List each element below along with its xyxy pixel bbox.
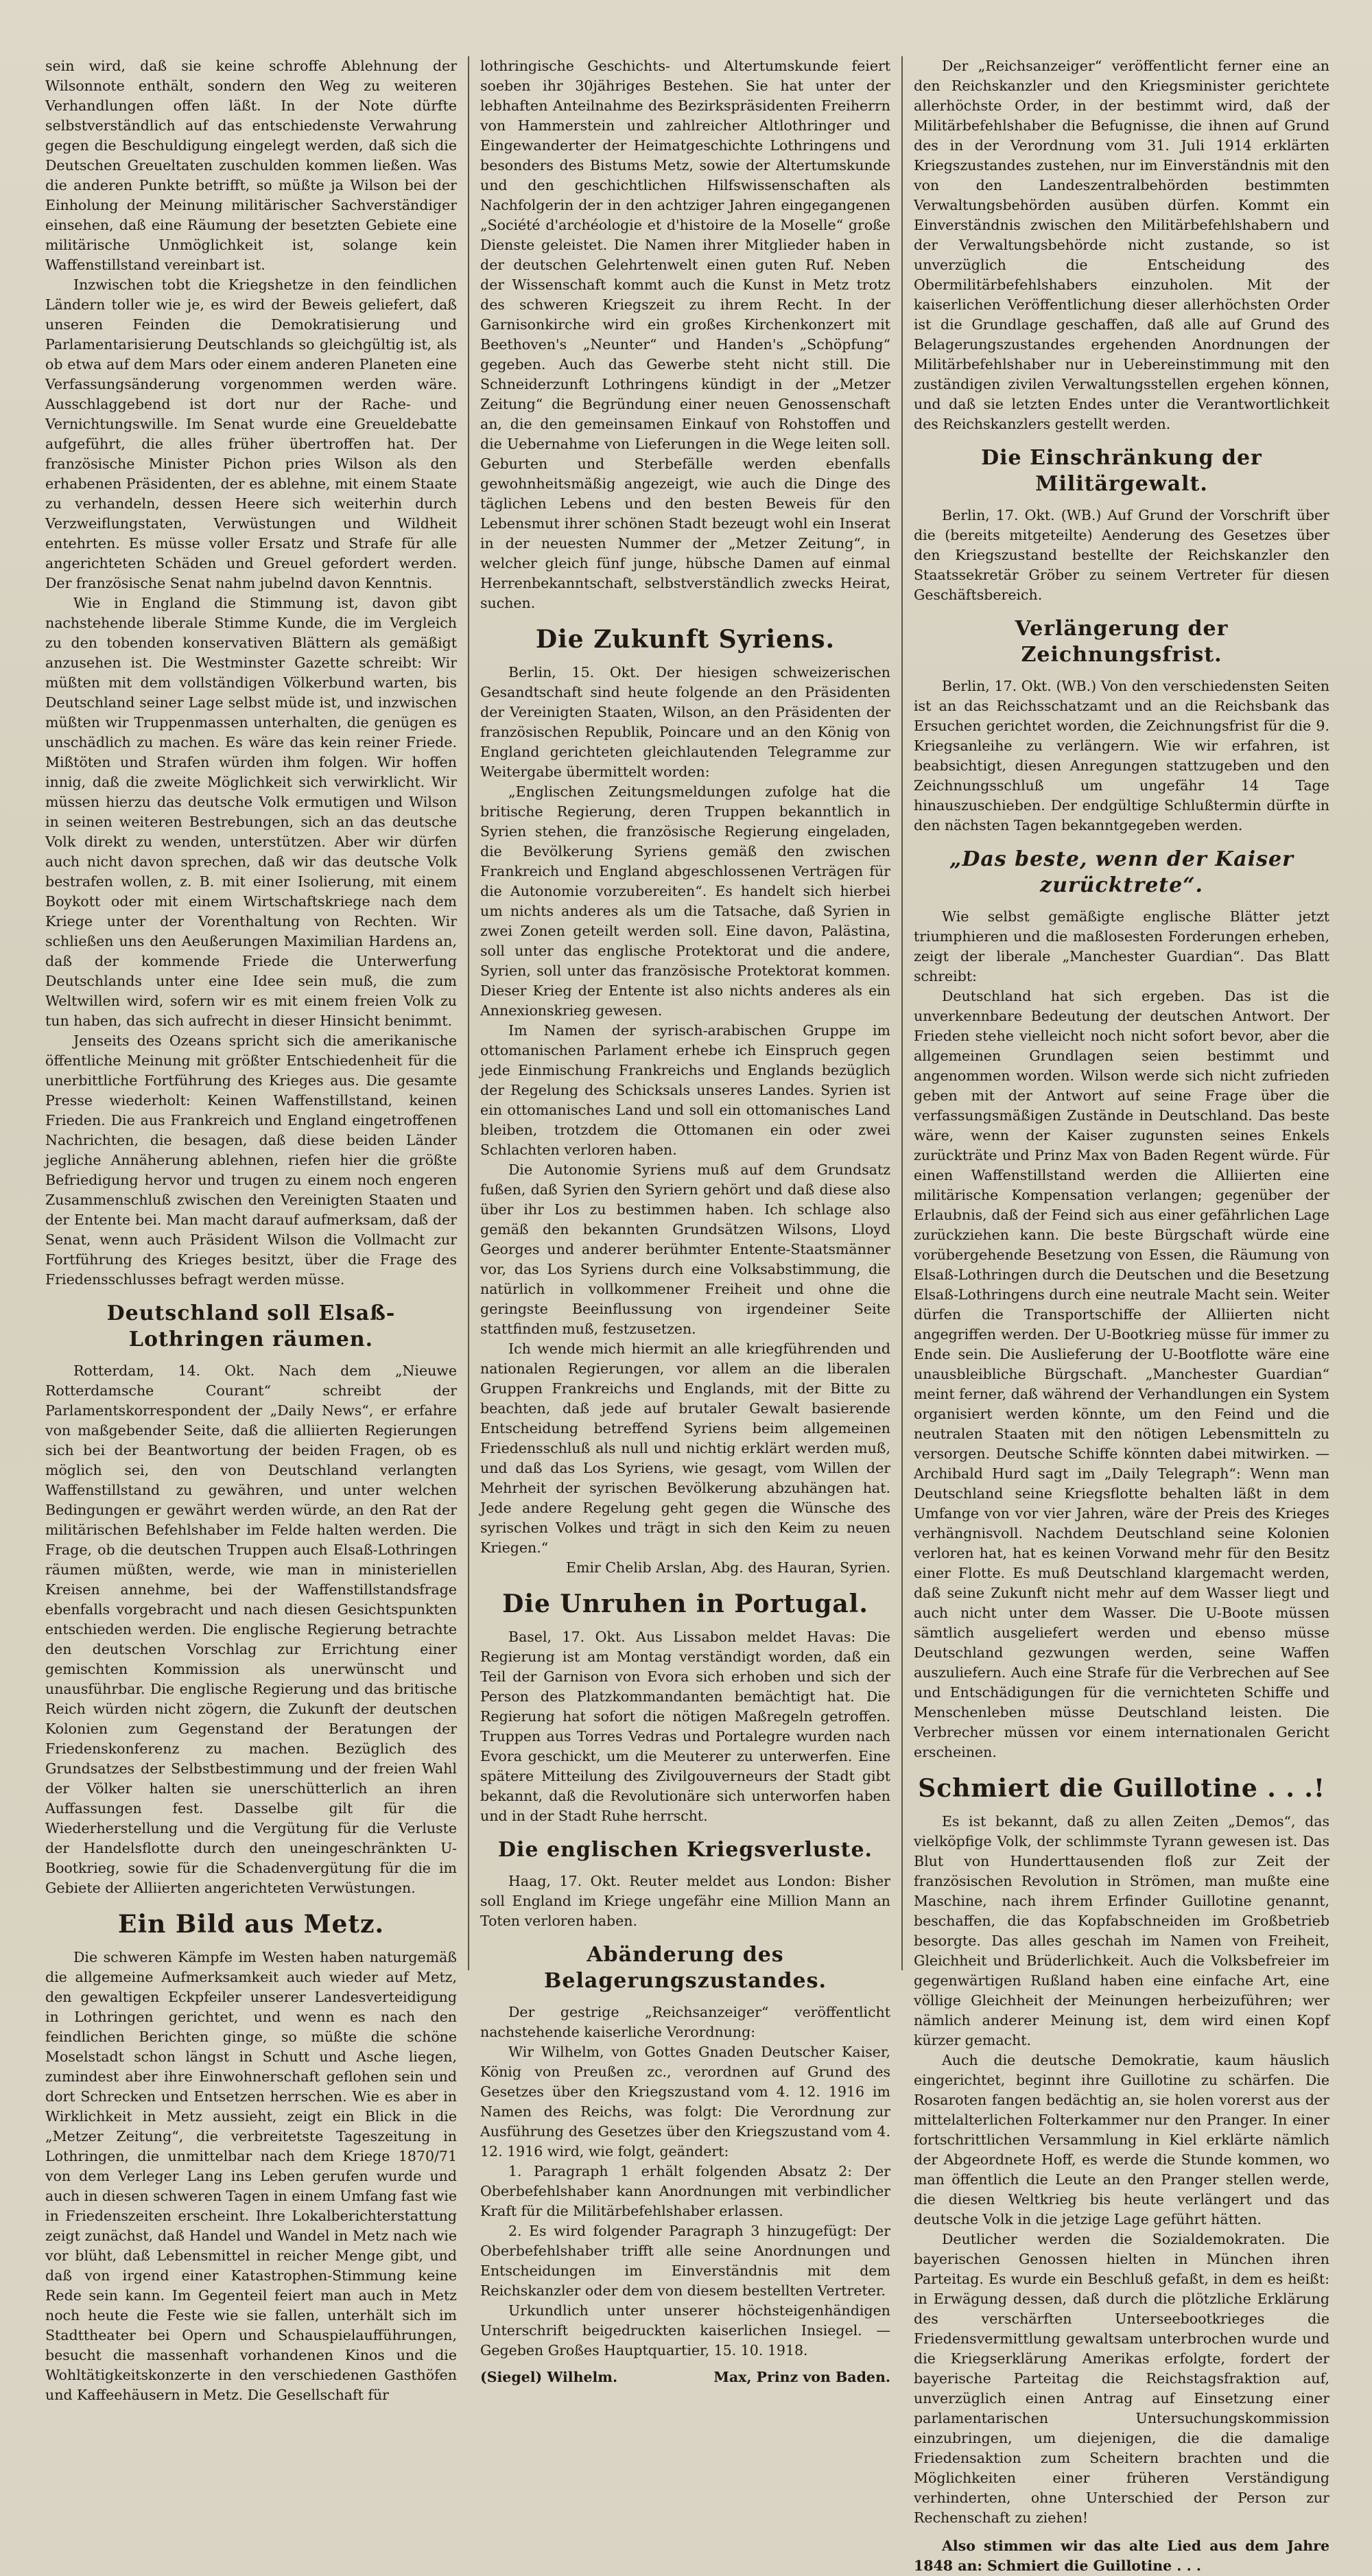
article-text: Auch die deutsche Demokratie, kaum häuslich eingerichtet, beginnt ihre Guillotine zu schärfen. Die Rosaroten fangen bedächtig an, sie holen vorerst aus der mittelalterlichen Folterkammer nur den Pranger. In einer fortschrittlichen Versammlung in Kiel erklärte nämlich der Abgeordnete Hoff, es werde die Stunde kommen, wo man öffentlich die Leute an den Pranger stellen werde, die diesen Weltkrieg bis heute verlängert und das deutsche Volk in die jetzige Lage geführt hätten. [914, 2052, 1329, 2228]
headline-subscription: Verlängerung der Zeichnungsfrist. [1015, 617, 1229, 667]
article-text: Haag, 17. Okt. Reuter meldet aus London: Bisher soll England im Kriege ungefähr eine Million Mann an Toten verloren haben. [480, 1873, 890, 1929]
article-closing: Also stimmen wir das alte Lied aus dem Jahre 1848 an: Schmiert die Guillotine . . . [914, 2538, 1329, 2574]
headline-state-of-siege: Abänderung des Belagerungszustandes. [544, 1943, 827, 1993]
column-rule [468, 56, 469, 1970]
signature-chancellor: Max, Prinz von Baden. [713, 2369, 890, 2385]
article-text: lothringische Geschichts- und Altertumskunde feiert soeben ihr 30jähriges Bestehen. Sie hat unter der lebhaften Anteilnahme des Bezirkspräsidenten Freiherrn von Hammerstein und zahlreicher Altlothringer und Eingewanderter der Heimatgeschichte Lothringens und besonders des Bistums Metz, sowie der Altertumskunde und den geschichtlichen Hilfswissenschaften als Nachfolgerin der in den achtziger Jahren eingegangenen „Société d'archéologie et d'histoire de la Moselle“ große Dienste geleistet. Die Namen ihrer Mitglieder haben in der deutschen Gelehrtenwelt einen guten Ruf. Neben der Wissenschaft kommt auch die Kunst in Metz trotz des schweren Kriegszeit zu ihrem Recht. In der Garnisonkirche wird ein großes Kirchenkonzert mit Beethoven's „Neunter“ und Handen's „Schöpfung“ gegeben. Auch das Gewerbe steht nicht still. Die Schneiderzunft Lothringens kündigt in der „Metzer Zeitung“ die Begründung einer neuen Genossenschaft an, die den gemeinsamen Einkauf von Rohstoffen und die Uebernahme von Lieferungen in die Wege leiten soll. Geburten und Sterbefälle werden ebenfalls gewohnheitsmäßig angezeigt, wie auch die Dinge des täglichen Lebens und den besten Beweis für den Lebensmut ihrer schönen Stadt bezeugt wohl ein Inserat in der neuesten Nummer der „Metzer Zeitung“, in welcher gleich fünf junge, hübsche Damen auf einmal Herrenbekanntschaft, selbstverständlich zwecks Heirat, suchen. [480, 58, 890, 611]
article-text: „Englischen Zeitungsmeldungen zufolge hat die britische Regierung, deren Truppen bekanntlich in Syrien stehen, die französische Regierung eingeladen, die Bevölkerung Syriens gemäß den zwischen Frankreich und England abgeschlossenen Verträgen für die Autonomie vorzubereiten“. Es handelt sich hierbei um nichts anderes als um die Tatsache, daß Syrien in zwei Zonen geteilt werden soll. Eine davon, Palästina, soll unter das englische Protektorat und die andere, Syrien, soll unter das französische Protektorat kommen. Dieser Krieg der Entente ist also nichts anderes als ein Annexionskrieg gewesen. [480, 783, 890, 1019]
article-text: Berlin, 17. Okt. (WB.) Von den verschiedensten Seiten ist an das Reichsschatzamt und an die Reichsbank das Ersuchen gerichtet worden, die Zeichnungsfrist für die 9. Kriegsanleihe zu verlängern. Wie wir erfahren, ist beabsichtigt, diesen Anregungen stattzugeben und den Zeichnungsschluß um ungefähr 14 Tage hinauszuschieben. Der endgültige Schlußtermin dürfte in den nächsten Tagen bekanntgegeben werden. [914, 678, 1329, 834]
headline-alsace-lorraine: Deutschland soll Elsaß-Lothringen räumen. [106, 1301, 396, 1351]
article-text: Wie in England die Stimmung ist, davon gibt nachstehende liberale Stimme Kunde, die im Vergleich zu den tobenden konservativen Blättern als gemäßigt anzusehen ist. Die Westminster Gazette schreibt: Wir müßten mit dem vollständigen Völkerbund warten, bis Deutschland seiner Lage selbst müde ist, und inzwischen müßten wir Truppenmassen unterhalten, die genügen es unschädlich zu machen. Es wäre das kein reiner Friede. Mißtöten und Strafen würden ihm folgen. Wir hoffen innig, daß die zweite Möglichkeit sich verwirklicht. Wir müssen hierzu das deutsche Volk ermutigen und Wilson in seinen weiteren Bestrebungen, sich an das deutsche Volk direkt zu wenden, unterstützen. Aber wir dürfen auch nicht davon sprechen, daß wir das deutsche Volk bestrafen wollen, z. B. mit einer Isolierung, mit einem Boykott oder mit einem Wirtschaftskriege nach dem Kriege unter der Vorenthaltung von Rechten. Wir schließen uns den Aeußerungen Maximilian Hardens an, daß der kommende Friede die Unterwerfung Deutschlands unter eine Idee sein muß, die zum Weltwillen wird, sofern wir es mit einem freien Volk zu tun haben, das sich aufrecht in dieser Hinsicht benimmt. [45, 595, 457, 1029]
article-text: Jenseits des Ozeans spricht sich die amerikanische öffentliche Meinung mit größter Entschiedenheit für die unerbittliche Fortführung des Krieges aus. Die gesamte Presse wiederholt: Keinen Waffenstillstand, keinen Frieden. Die aus Frankreich und England eingetroffenen Nachrichten, die besagen, daß diese beiden Länder jegliche Annäherung ablehnen, riefen hier die größte Befriedigung hervor und trugen zu einem noch engeren Zusammenschluß zwischen den Vereinigten Staaten und der Entente bei. Man macht darauf aufmerksam, daß der Senat, wenn auch Präsident Wilson die Vollmacht zur Fortführung des Krieges besitzt, über die Frage des Friedensschlusses befragt werden müsse. [45, 1032, 457, 1288]
article-text: Der gestrige „Reichsanzeiger“ veröffentlicht nachstehende kaiserliche Verordnung: [480, 2004, 890, 2040]
article-text: Im Namen der syrisch-arabischen Gruppe im ottomanischen Parlament erhebe ich Einspruch gegen jede Einmischung Frankreichs und Englands bezüglich der Regelung des Schicksals unseres Landes. Syrien ist ein ottomanisches Land und soll ein ottomanisches Land bleiben, trotzdem die Ottomanen ein oder zwei Schlachten verloren haben. [480, 1022, 890, 1158]
article-text: Berlin, 17. Okt. (WB.) Auf Grund der Vorschrift über die (bereits mitgeteilte) Aenderung des Gesetzes über den Kriegszustand bestellte der Reichskanzler den Staatssekretär Gröber zu seinem Vertreter für diesen Geschäftsbereich. [914, 507, 1329, 603]
article-text: Wie selbst gemäßigte englische Blätter jetzt triumphieren und die maßlosesten Forderungen erheben, zeigt der liberale „Manchester Guardian“. Das Blatt schreibt: [914, 908, 1329, 984]
article-text: sein wird, daß sie keine schroffe Ablehnung der Wilsonnote enthält, sondern den Weg zu weiteren Verhandlungen offen läßt. In der Note dürfte selbstverständlich auf das entschiedenste Verwahrung gegen die Beschuldigung eingelegt werden, daß sich die Deutschen Greueltaten zuschulden kommen ließen. Was die anderen Punkte betrifft, so müßte ja Wilson bei der Einholung der Meinung militärischer Sachverständiger einsehen, daß eine Räumung der besetzten Gebiete eine militärische Unmöglichkeit ist, solange kein Waffenstillstand vereinbart ist. [45, 58, 457, 273]
article-text: Deutschland hat sich ergeben. Das ist die unverkennbare Bedeutung der deutschen Antwort. Der Frieden stehe vielleicht noch nicht sofort bevor, aber die allgemeinen Grundlagen seien bestimmt und angenommen worden. Wilson werde sich nicht zufrieden geben mit der Antwort auf seine Frage über die verfassungsmäßigen Zustände in Deutschland. Das beste wäre, wenn der Kaiser zugunsten seines Enkels zurückträte und Prinz Max von Baden Regent würde. Für einen Waffenstillstand werden die Alliierten eine militärische Kompensation verlangen; gegenüber der Erlaubnis, daß der Feind sich aus einer gefährlichen Lage zurückziehen kann. Die beste Bürgschaft würde eine vorübergehende Besetzung von Essen, die Räumung von Elsaß-Lothringen durch die Deutschen und die Besetzung Elsaß-Lothringens durch eine neutrale Macht sein. Weiter dürfen die Transportschiffe der Alliierten nicht angegriffen werden. Der U-Bootkrieg müsse für immer zu Ende sein. Die Auslieferung der U-Bootflotte wäre eine unausbleibliche Bürgschaft. „Manchester Guardian“ meint ferner, daß während der Verhandlungen ein System organisiert werden könnte, um den Feind und die neutralen Staaten mit den nötigen Lebensmitteln zu versorgen. Deutsche Schiffe könnten dabei mitwirken. — Archibald Hurd sagt im „Daily Telegraph“: Wenn man Deutschland seine Kriegsflotte behalten läßt in dem Umfange von vor vier Jahren, wäre der Preis des Krieges verhängnisvoll. Nachdem Deutschland seine Kolonien verloren hat, hat es keinen Vorwand mehr für den Besitz einer Flotte. Es muß Deutschland klargemacht werden, daß seine Zukunft nicht mehr auf dem Wasser liegt und auch nicht unter dem Wasser. Die U-Boote müssen sämtlich ausgeliefert werden und ebenso müsse Deutschland gezwungen werden, seine Waffen auszuliefern. Auch eine Strafe für die Verbrechen auf See und Entschädigungen für die vernichteten Schiffe und Menschenleben müsse Deutschland leisten. Die Verbrecher müssen vor einem internationalen Gericht erscheinen. [914, 988, 1329, 1760]
article-text: Berlin, 15. Okt. Der hiesigen schweizerischen Gesandtschaft sind heute folgende an den Präsidenten der Vereinigten Staaten, Wilson, an den Präsidenten der französischen Republik, Poincare und an den König von England gerichteten gleichlautenden Telegramme zur Weitergabe übermittelt worden: [480, 664, 890, 780]
headline-syria: Die Zukunft Syriens. [535, 625, 836, 654]
article-text: Die schweren Kämpfe im Westen haben naturgemäß die allgemeine Aufmerksamkeit auch wieder auf Metz, den gewaltigen Eckpfeiler unserer Landesverteidigung in Lothringen gerichtet, und wenn es nach den feindlichen Berichten ginge, so müßte die schöne Moselstadt schon längst in Schutt und Asche liegen, zumindest aber ihre Einwohnerschaft geflohen sein und dort Schrecken und Entsetzen herrschen. Wie es aber in Wirklichkeit in Metz aussieht, zeigt ein Blick in die „Metzer Zeitung“, die verbreitetste Tageszeitung in Lothringen, die unmittelbar nach dem Kriege 1870/71 von dem Verleger Lang ins Leben gerufen wurde und auch in diesen schweren Tagen in einem Umfang fast wie in Friedenszeiten erscheint. Ihre Lokalberichterstattung zeigt zunächst, daß Handel und Wandel in Metz nach wie vor blüht, daß Lebensmittel in reicher Menge gibt, und daß von irgend einer Katastrophen-Stimmung keine Rede sein kann. Im Gegenteil feiert man auch in Metz noch heute die Feste wie sie fallen, unterhält sich im Stadttheater bei Opern und Schauspielaufführungen, besucht die massenhaft vorhandenen Kinos und die Wohltätigkeitskonzerte in den verschiedenen Gasthöfen und Kaffeehäusern in Metz. Die Gesellschaft für [45, 1949, 457, 2403]
signature-kaiser: (Siegel) Wilhelm. [480, 2369, 618, 2385]
headline-metz: Ein Bild aus Metz. [118, 1910, 384, 1939]
column-2 [480, 56, 890, 2385]
article-text: 1. Paragraph 1 erhält folgenden Absatz 2: Der Oberbefehlshaber kann Anordnungen mit verbindlicher Kraft für die Militärbefehlshaber erlassen. [480, 2163, 890, 2219]
article-text: Es ist bekannt, daß zu allen Zeiten „Demos“, das vielköpfige Volk, der schlimmste Tyrann gewesen ist. Das Blut von Hunderttausenden floß zur Zeit der französischen Revolution in Strömen, man mußte eine Maschine, nach ihrem Erfinder Guillotine genannt, beschaffen, die das Kopfabschneiden im Großbetrieb besorgte. Das alles geschah im Namen von Freiheit, Gleichheit und Brüderlichkeit. Auch die Volksbefreier im gegenwärtigen Rußland haben eine einfache Art, eine völlige Gleichheit der Meinungen herbeizuführen; wer nämlich anderer Meinung ist, dem wird einen Kopf kürzer gemacht. [914, 1813, 1329, 2048]
decree-signatures [480, 2367, 890, 2387]
article-text: Rotterdam, 14. Okt. Nach dem „Nieuwe Rotterdamsche Courant“ schreibt der Parlamentskorrespondent der „Daily News“, er erfahre von maßgebender Seite, daß die alliierten Regierungen sich bei der Beantwortung der beiden Fragen, ob es möglich sei, den von Deutschland verlangten Waffenstillstand zu gewähren, und unter welchen Bedingungen er gewährt werden würde, an den Rat der militärischen Befehlshaber im Felde halten werden. Die Frage, ob die deutschen Truppen auch Elsaß-Lothringen räumen müßten, werde, wie man in ministeriellen Kreisen annehme, bei der Waffenstillstandsfrage ebenfalls vorgebracht und nach diesen Gesichtspunkten entschieden werden. Die englische Regierung betrachte den deutschen Vorschlag zur Errichtung einer gemischten Kommission als unerwünscht und unausführbar. Die englische Regierung und das britische Reich würden nicht zögern, die Zukunft der deutschen Kolonien zum Gegenstand der Beratungen der Friedenskonferenz zu machen. Bezüglich des Grundsatzes der Selbstbestimmung und der freien Wahl der Völker halten sie unerschütterlich an ihren Auffassungen fest. Dasselbe gilt für die Wiederherstellung und die Vergütung für die Verluste der Handelsflotte durch den uneingeschränkten U-Bootkrieg, sowie für die Schadenvergütung für die im Gebiete der Alliierten angerichteten Verwüstungen. [45, 1362, 457, 1896]
article-text: Wir Wilhelm, von Gottes Gnaden Deutscher Kaiser, König von Preußen zc., verordnen auf Grund des Gesetzes über den Kriegszustand vom 4. 12. 1916 im Namen des Reichs, was folgt: Die Verordnung zur Ausführung des Gesetzes über den Kriegszustand vom 4. 12. 1916 wird, wie folgt, geändert: [480, 2044, 890, 2160]
headline-portugal: Die Unruhen in Portugal. [502, 1590, 868, 1618]
article-text: Ich wende mich hiermit an alle kriegführenden und nationalen Regierungen, vor allem an die liberalen Gruppen Frankreichs und Englands, mit der Bitte zu beachten, daß jede auf brutaler Gewalt basierende Entscheidung betreffend Syriens beim allgemeinen Friedensschluß als null und nichtig erklärt werden muß, und daß das Los Syriens, wie gesagt, vom Willen der Mehrheit der syrischen Bevölkerung abzuhängen hat. Jede andere Regelung geht gegen die Wünsche des syrischen Volkes und trägt in sich den Keim zu neuen Kriegen.“ [480, 1340, 890, 1556]
article-signature: Emir Chelib Arslan, Abg. des Hauran, Syrien. [566, 1559, 890, 1576]
article-text: Inzwischen tobt die Kriegshetze in den feindlichen Ländern toller wie je, es wird der Beweis geliefert, daß unseren Feinden die Demokratisierung und Parlamentarisierung Deutschlands so gleichgültig ist, als ob etwa auf dem Mars oder einem anderen Planeten eine Verfassungsänderung vorgenommen werden wäre. Ausschlaggebend ist dort nur der Rache- und Vernichtungswille. Im Senat wurde eine Greueldebatte aufgeführt, die alles früher übertroffen hat. Der französische Minister Pichon pries Wilson als den erhabenen Präsidenten, der es ablehne, mit einem Staate zu verhandeln, dessen Heere sich weiterhin durch Verzweiflungstaten, Verwüstungen und Wildheit entehrten. Es müsse voller Ersatz und Strafe für alle angerichteten Schäden und Greuel gefordert werden. Der französische Senat nahm jubelnd davon Kenntnis. [45, 276, 457, 591]
article-text: Basel, 17. Okt. Aus Lissabon meldet Havas: Die Regierung ist am Montag verständigt worden, daß ein Teil der Garnison von Evora sich erhoben und sich der Person des Platzkommandanten bemächtigt hat. Die Regierung hat sofort die nötigen Maßregeln getroffen. Truppen aus Torres Vedras und Portalegre wurden nach Evora geschickt, um die Meuterer zu unterwerfen. Eine spätere Mitteilung des Zivilgouverneurs der Stadt gibt bekannt, daß die Revolutionäre sich unterworfen haben und in der Stadt Ruhe herrscht. [480, 1629, 890, 1824]
headline-military-power: Die Einschränkung der Militärgewalt. [981, 446, 1262, 496]
column-rule [901, 56, 903, 1970]
article-text: Urkundlich unter unserer höchsteigenhändigen Unterschrift beigedruckten kaiserlichen Insiegel. — Gegeben Großes Hauptquartier, 15. 10. 1918. [480, 2302, 890, 2359]
headline-kaiser-abdication: „Das beste, wenn der Kaiser zurücktrete“. [949, 847, 1294, 897]
article-text: 2. Es wird folgender Paragraph 3 hinzugefügt: Der Oberbefehlshaber trifft alle seine Anordnungen und Entscheidungen im Einverständnis mit dem Reichskanzler oder dem von diesem bestellten Vertreter. [480, 2223, 890, 2299]
headline-guillotine: Schmiert die Guillotine . . .! [918, 1774, 1325, 1803]
article-text: Deutlicher werden die Sozialdemokraten. Die bayerischen Genossen hielten in München ihren Parteitag. Es wurde ein Beschluß gefaßt, in dem es heißt: in Erwägung dessen, daß durch die plötzliche Erklärung des verschärften Unterseebootkrieges die Friedensvermittlung gewaltsam unterbrochen wurde und die Kriegserklärung Amerikas erfolgte, fordert der bayerische Parteitag die Reichstagsfraktion auf, unverzüglich einen Antrag auf Einsetzung einer parlamentarischen Untersuchungskommission einzubringen, um diejenigen, die die damalige Friedensaktion zum Scheitern brachten und die Möglichkeiten einer früheren Verständigung verhinderten, ohne Unterschied der Person zur Rechenschaft zu ziehen! [914, 2231, 1329, 2526]
column-3 [914, 56, 1329, 2574]
headline-war-losses: Die englischen Kriegsverluste. [498, 1838, 873, 1862]
column-1 [45, 56, 457, 2403]
article-text: Der „Reichsanzeiger“ veröffentlicht ferner eine an den Reichskanzler und den Kriegsminister gerichtete allerhöchste Order, in der bestimmt wird, daß der Militärbefehlshaber die Befugnisse, die ihnen auf Grund des in der Verordnung vom 31. Juli 1914 erklärten Kriegszustandes zustehen, nur im Einverständnis mit den von den Landeszentralbehörden bestimmten Verwaltungsbehörden ausüben dürfen. Kommt ein Einverständnis zwischen den Militärbefehlshabern und der Verwaltungsbehörde nicht zustande, so ist unverzüglich die Entscheidung des Obermilitärbefehlshabers einzuholen. Mit der kaiserlichen Veröffentlichung dieser allerhöchsten Order ist die Grundlage geschaffen, daß alle auf Grund des Belagerungszustandes ergehenden Anordnungen der Militärbefehlshaber nur in Uebereinstimmung mit den zuständigen zivilen Verwaltungsstellen ergehen können, und daß sie letzten Endes unter die Verantwortlichkeit des Reichskanzlers gestellt werden. [914, 58, 1329, 432]
article-text: Die Autonomie Syriens muß auf dem Grundsatz fußen, daß Syrien den Syriern gehört und daß diese also über ihr Los zu bestimmen haben. Ich schlage also gemäß den bekannten Grundsätzen Wilsons, Lloyd Georges und anderer berühmter Entente-Staatsmänner vor, das Los Syriens durch eine Volksabstimmung, die natürlich in vollkommener Freiheit und ohne die geringste Beeinflussung von irgendeiner Seite stattfinden muß, festzusetzen. [480, 1161, 890, 1337]
